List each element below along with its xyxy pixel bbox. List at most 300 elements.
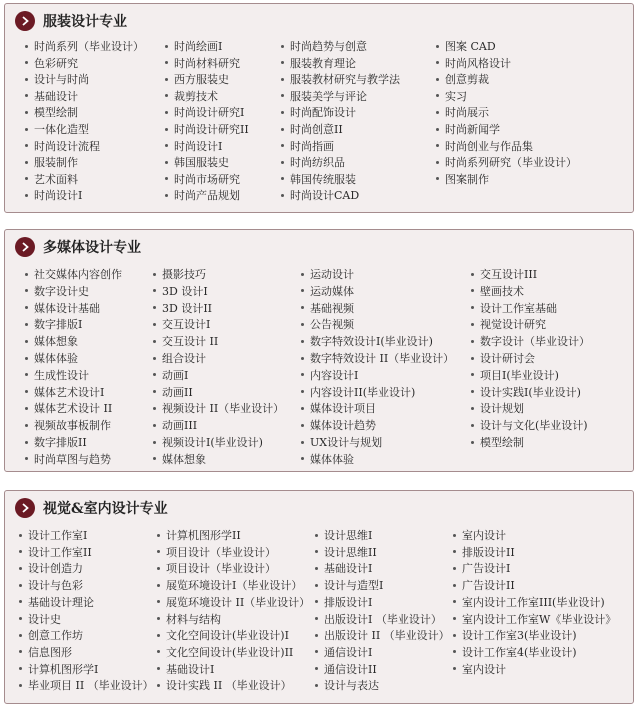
course-item xyxy=(25,172,78,188)
section-multimedia-design xyxy=(4,229,634,472)
course-label: 时尚设计I xyxy=(34,189,83,203)
bullet-icon xyxy=(471,273,474,276)
course-item xyxy=(153,452,206,468)
bullet-icon xyxy=(153,407,156,410)
course-item xyxy=(471,334,590,350)
course-item xyxy=(165,39,222,55)
course-label: 模型绘制 xyxy=(34,106,78,120)
course-item xyxy=(301,368,358,384)
course-label: UX设计与规划 xyxy=(310,436,383,449)
course-label: 展览环境设计 II（毕业设计） xyxy=(166,595,311,609)
course-item xyxy=(157,528,241,544)
course-item xyxy=(25,401,112,417)
course-label: 韩国传统服装 xyxy=(290,172,356,186)
course-item xyxy=(281,155,345,171)
course-label: 色彩研究 xyxy=(34,56,78,70)
course-item xyxy=(19,561,83,577)
bullet-icon xyxy=(453,584,456,587)
course-label: 排版设计II xyxy=(462,545,515,559)
course-label: 时尚设计流程 xyxy=(34,139,100,153)
course-label: 基础设计I xyxy=(166,662,215,676)
course-item xyxy=(301,452,354,468)
course-label: 3D 设计II xyxy=(162,301,213,315)
bullet-icon xyxy=(436,111,439,114)
course-label: 出版设计I （毕业设计） xyxy=(324,612,442,626)
section-title: 服装设计专业 xyxy=(43,14,127,30)
bullet-icon xyxy=(301,306,304,309)
course-label: 裁剪技术 xyxy=(174,89,218,103)
course-item xyxy=(453,612,616,628)
course-item xyxy=(153,351,206,367)
bullet-icon xyxy=(153,373,156,376)
bullet-icon xyxy=(436,144,439,147)
bullet-icon xyxy=(157,667,160,670)
course-label: 设计创造力 xyxy=(28,562,83,576)
course-item xyxy=(25,435,87,451)
bullet-icon xyxy=(19,534,22,537)
course-label: 动画III xyxy=(162,419,198,433)
course-item xyxy=(281,39,367,55)
course-item xyxy=(19,662,98,678)
bullet-icon xyxy=(25,61,28,64)
course-item xyxy=(301,385,415,401)
course-item xyxy=(153,284,208,300)
bullet-icon xyxy=(19,667,22,670)
course-item xyxy=(165,155,229,171)
course-label: 内容设计I xyxy=(310,368,359,382)
course-item xyxy=(453,578,515,594)
bullet-icon xyxy=(471,306,474,309)
course-item xyxy=(19,578,83,594)
bullet-icon xyxy=(301,424,304,427)
course-item xyxy=(157,628,289,644)
course-label: 交互设计 II xyxy=(162,335,219,349)
course-item xyxy=(281,72,400,88)
bullet-icon xyxy=(301,441,304,444)
bullet-icon xyxy=(19,550,22,553)
bullet-icon xyxy=(315,567,318,570)
bullet-icon xyxy=(301,323,304,326)
bullet-icon xyxy=(453,617,456,620)
course-label: 艺术面料 xyxy=(34,172,78,186)
course-item xyxy=(315,528,372,544)
course-item xyxy=(453,545,515,561)
course-label: 时尚创业与作品集 xyxy=(445,139,533,153)
course-label: 广告设计II xyxy=(462,579,515,593)
course-label: 项目I(毕业设计) xyxy=(480,368,559,382)
course-item xyxy=(453,595,605,611)
course-item xyxy=(471,368,559,384)
course-label: 视频设计I(毕业设计) xyxy=(162,436,263,449)
bullet-icon xyxy=(19,584,22,587)
course-label: 服装教材研究与教学法 xyxy=(290,73,400,87)
course-item xyxy=(436,72,489,88)
bullet-icon xyxy=(453,534,456,537)
bullet-icon xyxy=(153,306,156,309)
course-label: 媒体设计基础 xyxy=(34,301,100,315)
course-label: 媒体设计趋势 xyxy=(310,419,376,433)
course-label: 毕业项目 II （毕业设计） xyxy=(28,679,154,693)
course-item xyxy=(471,267,537,283)
bullet-icon xyxy=(19,634,22,637)
course-label: 数字特效设计I(毕业设计) xyxy=(310,335,433,349)
course-item xyxy=(153,301,212,317)
course-item xyxy=(301,267,354,283)
course-label: 计算机图形学I xyxy=(28,662,99,676)
course-label: 媒体艺术设计 II xyxy=(34,402,113,416)
course-item xyxy=(153,334,218,350)
bullet-icon xyxy=(471,407,474,410)
course-item xyxy=(281,139,334,155)
section-title: 视觉&室内设计专业 xyxy=(43,501,168,517)
course-label: 媒体想象 xyxy=(162,452,206,466)
bullet-icon xyxy=(25,390,28,393)
course-item xyxy=(301,317,354,333)
bullet-icon xyxy=(153,441,156,444)
course-label: 内容设计II(毕业设计) xyxy=(310,385,416,399)
course-label: 创意工作坊 xyxy=(28,629,83,643)
course-item xyxy=(281,122,343,138)
bullet-icon xyxy=(301,457,304,460)
course-item xyxy=(301,418,376,434)
course-item xyxy=(165,72,229,88)
course-item xyxy=(25,267,122,283)
course-label: 运动媒体 xyxy=(310,284,354,298)
course-item xyxy=(25,317,82,333)
course-label: 视觉设计研究 xyxy=(480,318,546,332)
course-item xyxy=(19,678,154,694)
course-label: 时尚风格设计 xyxy=(445,56,511,70)
course-item xyxy=(471,418,588,434)
course-item xyxy=(281,188,359,204)
bullet-icon xyxy=(315,650,318,653)
course-label: 室内设计 xyxy=(462,529,506,542)
bullet-icon xyxy=(436,128,439,131)
bullet-icon xyxy=(25,194,28,197)
bullet-icon xyxy=(165,94,168,97)
course-label: 数字设计（毕业设计） xyxy=(480,335,590,349)
course-label: 媒体设计项目 xyxy=(310,402,376,416)
course-label: 组合设计 xyxy=(162,352,206,365)
course-label: 一体化造型 xyxy=(34,123,89,136)
course-label: 时尚系列研究（毕业设计） xyxy=(445,156,577,170)
course-item xyxy=(25,385,104,401)
bullet-icon xyxy=(157,634,160,637)
bullet-icon xyxy=(281,161,284,164)
bullet-icon xyxy=(436,45,439,48)
course-item xyxy=(25,155,78,171)
bullet-icon xyxy=(25,45,28,48)
course-item xyxy=(436,172,489,188)
course-item xyxy=(281,56,356,72)
bullet-icon xyxy=(453,600,456,603)
bullet-icon xyxy=(25,323,28,326)
bullet-icon xyxy=(281,111,284,114)
course-label: 设计与造型I xyxy=(324,579,384,593)
course-item xyxy=(453,561,510,577)
course-label: 设计与时尚 xyxy=(34,73,89,87)
bullet-icon xyxy=(165,128,168,131)
bullet-icon xyxy=(471,441,474,444)
bullet-icon xyxy=(281,78,284,81)
bullet-icon xyxy=(25,161,28,164)
course-label: 壁画技术 xyxy=(480,284,524,298)
course-label: 动画I xyxy=(162,368,189,382)
bullet-icon xyxy=(301,407,304,410)
course-item xyxy=(436,122,500,138)
course-item xyxy=(153,317,210,333)
course-item xyxy=(165,139,222,155)
bullet-icon xyxy=(165,61,168,64)
course-label: 时尚新闻学 xyxy=(445,123,500,136)
bullet-icon xyxy=(315,534,318,537)
course-label: 模型绘制 xyxy=(480,436,524,449)
course-label: 动画II xyxy=(162,385,193,399)
course-label: 媒体体验 xyxy=(310,452,354,466)
course-label: 实习 xyxy=(445,89,467,103)
course-label: 室内设计工作室W《毕业设计》 xyxy=(462,612,617,626)
course-label: 设计研讨会 xyxy=(480,352,535,365)
course-item xyxy=(25,188,82,204)
bullet-icon xyxy=(165,45,168,48)
course-label: 设计与表达 xyxy=(324,679,379,693)
course-label: 媒体想象 xyxy=(34,335,78,349)
bullet-icon xyxy=(25,306,28,309)
bullet-icon xyxy=(315,634,318,637)
course-item xyxy=(315,628,450,644)
bullet-icon xyxy=(453,567,456,570)
course-item xyxy=(165,188,240,204)
course-item xyxy=(153,385,193,401)
course-item xyxy=(315,662,377,678)
course-label: 设计工作室4(毕业设计) xyxy=(462,645,577,659)
bullet-icon xyxy=(25,177,28,180)
course-item xyxy=(25,39,144,55)
course-item xyxy=(301,401,376,417)
bullet-icon xyxy=(157,550,160,553)
course-label: 文化空间设计(毕业设计)II xyxy=(166,645,294,659)
course-label: 时尚绘画I xyxy=(174,40,223,53)
course-item xyxy=(471,401,524,417)
course-item xyxy=(25,368,89,384)
bullet-icon xyxy=(153,457,156,460)
course-item xyxy=(25,301,100,317)
bullet-icon xyxy=(25,457,28,460)
chevron-right-icon xyxy=(15,11,35,31)
bullet-icon xyxy=(471,289,474,292)
bullet-icon xyxy=(25,424,28,427)
course-label: 文化空间设计(毕业设计)I xyxy=(166,629,289,643)
bullet-icon xyxy=(25,111,28,114)
bullet-icon xyxy=(153,390,156,393)
course-item xyxy=(25,351,78,367)
course-label: 时尚创意II xyxy=(290,123,343,136)
section-title: 多媒体设计专业 xyxy=(43,240,141,256)
bullet-icon xyxy=(25,340,28,343)
course-label: 生成性设计 xyxy=(34,368,89,382)
bullet-icon xyxy=(19,684,22,687)
course-item xyxy=(281,105,356,121)
bullet-icon xyxy=(436,161,439,164)
course-label: 数字排版I xyxy=(34,318,83,332)
course-item xyxy=(301,284,354,300)
course-item xyxy=(25,56,78,72)
course-item xyxy=(19,528,87,544)
bullet-icon xyxy=(25,78,28,81)
course-item xyxy=(436,155,577,171)
course-label: 时尚草图与趋势 xyxy=(34,452,111,466)
course-item xyxy=(19,612,61,628)
course-label: 设计工作室I xyxy=(28,529,88,542)
course-label: 基础设计 xyxy=(34,89,78,103)
course-label: 项目设计（毕业设计） xyxy=(166,545,276,559)
course-label: 数字排版II xyxy=(34,436,87,449)
course-item xyxy=(301,351,454,367)
bullet-icon xyxy=(471,340,474,343)
course-label: 设计史 xyxy=(28,612,61,626)
course-item xyxy=(153,401,284,417)
course-item xyxy=(157,678,292,694)
bullet-icon xyxy=(281,128,284,131)
bullet-icon xyxy=(153,289,156,292)
course-label: 创意剪裁 xyxy=(445,73,489,87)
course-label: 交互设计III xyxy=(480,268,538,281)
course-label: 设计工作室II xyxy=(28,545,92,559)
course-label: 数字设计史 xyxy=(34,284,89,298)
bullet-icon xyxy=(157,650,160,653)
course-label: 时尚设计I xyxy=(174,139,223,153)
course-label: 基础设计理论 xyxy=(28,595,94,609)
course-label: 时尚产品规划 xyxy=(174,189,240,203)
bullet-icon xyxy=(436,61,439,64)
course-item xyxy=(436,56,511,72)
course-label: 服装制作 xyxy=(34,156,78,170)
section-header xyxy=(15,497,168,519)
bullet-icon xyxy=(315,600,318,603)
bullet-icon xyxy=(153,357,156,360)
course-item xyxy=(471,435,524,451)
course-item xyxy=(157,578,302,594)
bullet-icon xyxy=(165,144,168,147)
course-label: 图案制作 xyxy=(445,172,489,186)
course-item xyxy=(315,645,372,661)
course-item xyxy=(471,301,557,317)
bullet-icon xyxy=(157,600,160,603)
bullet-icon xyxy=(281,177,284,180)
bullet-icon xyxy=(153,424,156,427)
section-header xyxy=(15,10,127,32)
course-item xyxy=(157,561,276,577)
bullet-icon xyxy=(19,617,22,620)
course-label: 数字特效设计 II（毕业设计） xyxy=(310,352,455,365)
bullet-icon xyxy=(165,161,168,164)
bullet-icon xyxy=(157,684,160,687)
bullet-icon xyxy=(436,94,439,97)
bullet-icon xyxy=(25,407,28,410)
bullet-icon xyxy=(436,78,439,81)
course-label: 出版设计 II （毕业设计） xyxy=(324,629,450,643)
course-item xyxy=(453,628,577,644)
bullet-icon xyxy=(471,323,474,326)
course-label: 西方服装史 xyxy=(174,73,229,87)
course-item xyxy=(453,528,506,544)
bullet-icon xyxy=(453,550,456,553)
bullet-icon xyxy=(157,534,160,537)
bullet-icon xyxy=(19,567,22,570)
course-label: 设计思维II xyxy=(324,545,377,559)
course-item xyxy=(436,139,533,155)
bullet-icon xyxy=(165,111,168,114)
course-item xyxy=(157,545,276,561)
course-label: 视频设计 II（毕业设计） xyxy=(162,402,285,416)
bullet-icon xyxy=(315,667,318,670)
course-label: 时尚配饰设计 xyxy=(290,106,356,120)
course-label: 摄影技巧 xyxy=(162,268,206,281)
course-label: 社交媒体内容创作 xyxy=(34,268,122,281)
course-item xyxy=(315,578,383,594)
bullet-icon xyxy=(301,373,304,376)
bullet-icon xyxy=(165,194,168,197)
course-item xyxy=(471,351,535,367)
course-item xyxy=(25,139,100,155)
course-item xyxy=(471,317,546,333)
bullet-icon xyxy=(153,323,156,326)
course-label: 时尚设计CAD xyxy=(290,189,360,203)
course-item xyxy=(436,105,489,121)
course-item xyxy=(453,662,506,678)
course-item xyxy=(315,561,372,577)
course-label: 设计工作室3(毕业设计) xyxy=(462,629,577,643)
bullet-icon xyxy=(471,357,474,360)
course-item xyxy=(301,301,354,317)
course-label: 时尚系列（毕业设计） xyxy=(34,40,144,53)
course-label: 媒体艺术设计I xyxy=(34,385,105,399)
course-item xyxy=(453,645,577,661)
course-label: 通信设计I xyxy=(324,645,373,659)
course-label: 时尚纺织品 xyxy=(290,156,345,170)
course-label: 设计实践I(毕业设计) xyxy=(480,385,581,399)
course-item xyxy=(165,122,249,138)
bullet-icon xyxy=(25,144,28,147)
course-item xyxy=(157,645,293,661)
chevron-right-icon xyxy=(15,237,35,257)
bullet-icon xyxy=(25,357,28,360)
bullet-icon xyxy=(453,667,456,670)
bullet-icon xyxy=(157,617,160,620)
course-label: 时尚设计研究II xyxy=(174,123,249,136)
course-item xyxy=(153,435,263,451)
bullet-icon xyxy=(301,273,304,276)
course-label: 设计工作室基础 xyxy=(480,301,557,315)
bullet-icon xyxy=(157,567,160,570)
course-label: 设计与文化(毕业设计) xyxy=(480,419,588,433)
course-label: 室内设计工作室III(毕业设计) xyxy=(462,595,605,609)
section-visual-interior-design xyxy=(4,490,634,704)
bullet-icon xyxy=(301,340,304,343)
course-label: 设计规划 xyxy=(480,402,524,416)
bullet-icon xyxy=(25,128,28,131)
bullet-icon xyxy=(453,650,456,653)
course-item xyxy=(165,89,218,105)
course-item xyxy=(165,56,240,72)
course-item xyxy=(153,267,206,283)
bullet-icon xyxy=(19,650,22,653)
bullet-icon xyxy=(25,289,28,292)
course-label: 韩国服装史 xyxy=(174,156,229,170)
course-item xyxy=(19,628,83,644)
bullet-icon xyxy=(436,177,439,180)
course-item xyxy=(157,662,214,678)
